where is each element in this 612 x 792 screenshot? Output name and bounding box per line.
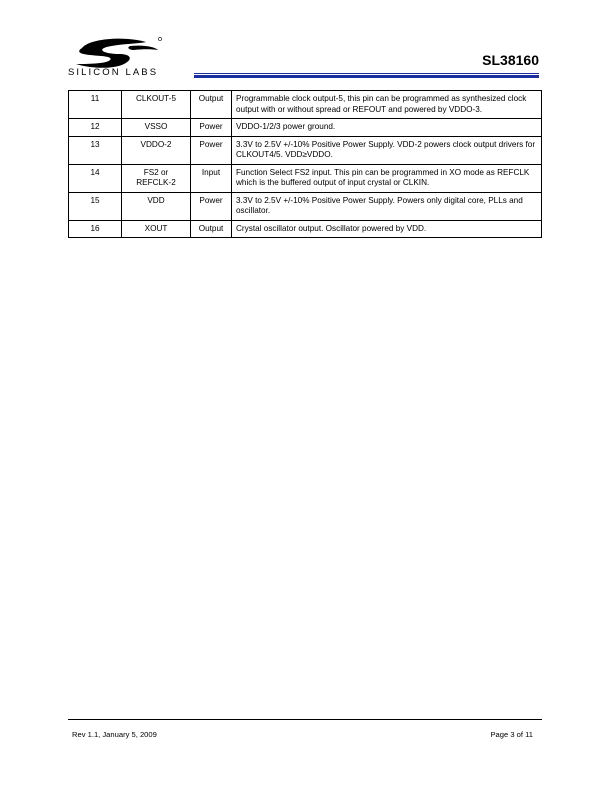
logo-text: SILICON LABS (68, 67, 159, 78)
table-row (69, 136, 542, 164)
pin-name: XOUT (122, 220, 191, 238)
pin-description: Programmable clock output-5, this pin can be programmed as synthesized clock output with or without spread or REFOUT and powered by VDDO-3. (232, 91, 542, 119)
table-row (69, 91, 542, 119)
pin-number: 16 (69, 220, 122, 238)
header-rule-thick (194, 75, 539, 78)
pin-description-table (68, 90, 542, 238)
header-rule-thin (194, 73, 539, 74)
table-row (69, 164, 542, 192)
pin-type: Output (191, 220, 232, 238)
pin-name: FS2 or REFCLK-2 (122, 164, 191, 192)
footer-page-number: Page 3 of 11 (490, 730, 533, 739)
pin-type: Input (191, 164, 232, 192)
pin-description: 3.3V to 2.5V +/-10% Positive Power Supply. VDD-2 powers clock output drivers for CLKOUT4/5. VDD≥VDDO. (232, 136, 542, 164)
pin-name: VDDO-2 (122, 136, 191, 164)
pin-description: VDDO-1/2/3 power ground. (232, 119, 542, 137)
pin-description: Function Select FS2 input. This pin can be programmed in XO mode as REFCLK which is the buffered output of input crystal or CLKIN. (232, 164, 542, 192)
pin-description: 3.3V to 2.5V +/-10% Positive Power Supply. Powers only digital core, PLLs and oscillator. (232, 192, 542, 220)
table-row (69, 192, 542, 220)
pin-number: 14 (69, 164, 122, 192)
pin-type: Power (191, 192, 232, 220)
pin-number: 11 (69, 91, 122, 119)
pin-name: VSSO (122, 119, 191, 137)
pin-description: Crystal oscillator output. Oscillator powered by VDD. (232, 220, 542, 238)
footer-rule (68, 719, 542, 720)
table-row (69, 220, 542, 238)
pin-number: 12 (69, 119, 122, 137)
pin-number: 15 (69, 192, 122, 220)
document-id: SL38160 (482, 52, 539, 68)
footer-revision: Rev 1.1, January 5, 2009 (72, 730, 157, 739)
pin-type: Output (191, 91, 232, 119)
pin-name: CLKOUT-5 (122, 91, 191, 119)
pin-number: 13 (69, 136, 122, 164)
pin-type: Power (191, 119, 232, 137)
pin-type: Power (191, 136, 232, 164)
pin-name: VDD (122, 192, 191, 220)
table-row (69, 119, 542, 137)
